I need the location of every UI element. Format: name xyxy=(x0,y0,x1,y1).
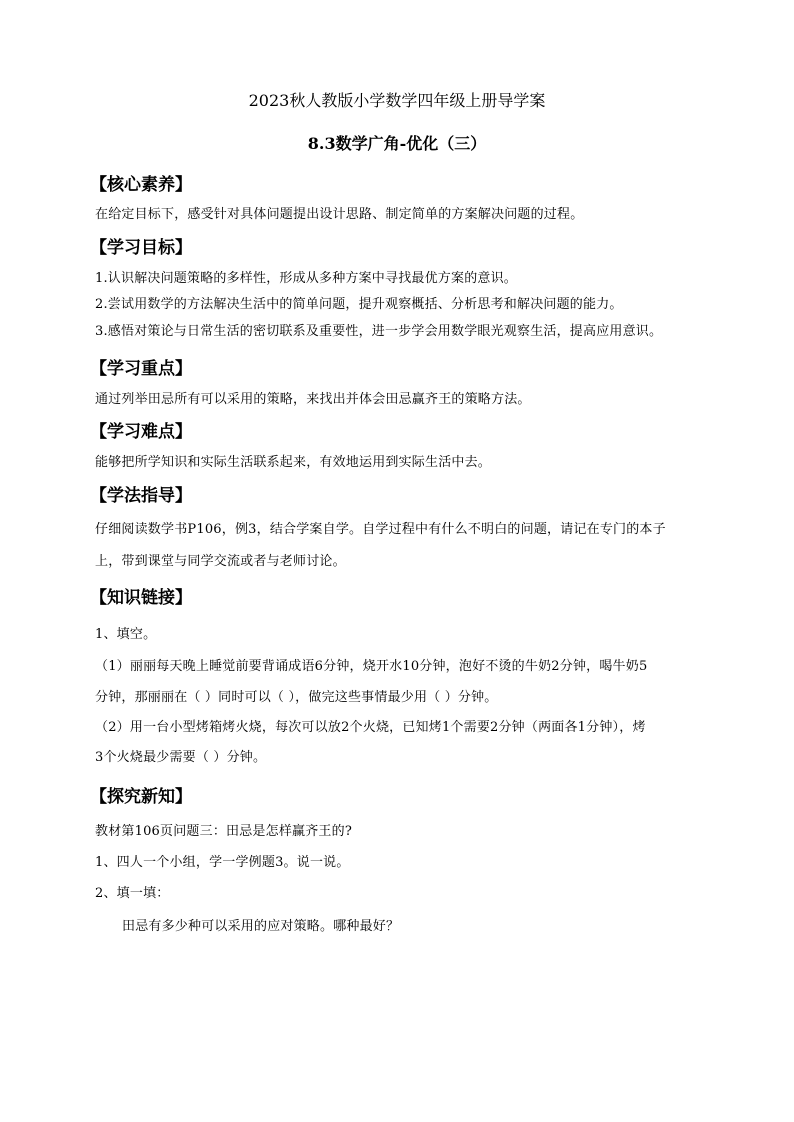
document-title: 2023秋人教版小学数学四年级上册导学案 xyxy=(248,91,546,110)
heading-explore-new: 【探究新知】 xyxy=(90,787,192,807)
difficulties-text: 能够把所学知识和实际生活联系起来，有效地运用到实际生活中去。 xyxy=(95,455,492,470)
lesson-title: 8.3数学广角-优化（三） xyxy=(307,134,487,153)
study-method-line-2: 上，带到课堂与同学交流或者与老师讨论。 xyxy=(95,554,346,569)
heading-study-method: 【学法指导】 xyxy=(90,486,192,506)
learning-goal-3: 3.感悟对策论与日常生活的密切联系及重要性，进一步学会用数学眼光观察生活，提高应用意识。 xyxy=(95,324,663,339)
key-points-text: 通过列举田忌所有可以采用的策略，来找出并体会田忌赢齐王的策略方法。 xyxy=(95,392,531,407)
knowledge-link-q2-line-1: （2）用一台小型烤箱烤火烧，每次可以放2个火烧，已知烤1个需要2分钟（两面各1分钟），烤 xyxy=(95,720,646,735)
knowledge-link-q1-line-1: （1）丽丽每天晚上睡觉前要背诵成语6分钟，烧开水10分钟，泡好不烫的牛奶2分钟，喝牛奶5 xyxy=(95,659,648,674)
study-method-line-1: 仔细阅读数学书P106，例3，结合学案自学。自学过程中有什么不明白的问题，请记在专门的本子 xyxy=(95,522,666,537)
knowledge-link-q2-line-2: 3个火烧最少需要（ ）分钟。 xyxy=(95,750,267,765)
learning-goal-2: 2.尝试用数学的方法解决生活中的简单问题，提升观察概括、分析思考和解决问题的能力。 xyxy=(95,297,623,312)
heading-learning-goals: 【学习目标】 xyxy=(90,238,192,258)
heading-knowledge-link: 【知识链接】 xyxy=(90,588,192,608)
explore-question: 教材第106页问题三：田忌是怎样赢齐王的? xyxy=(95,824,352,839)
learning-goal-1: 1.认识解决问题策略的多样性，形成从多种方案中寻找最优方案的意识。 xyxy=(95,271,518,286)
core-literacy-text: 在给定目标下，感受针对具体问题提出设计思路、制定简单的方案解决问题的过程。 xyxy=(95,207,584,222)
explore-step-1: 1、四人一个小组，学一学例题3。说一说。 xyxy=(95,855,350,870)
heading-key-points: 【学习重点】 xyxy=(90,359,192,379)
explore-step-2: 2、填一填： xyxy=(95,886,170,901)
knowledge-link-q1-line-2: 分钟，那丽丽在（ ）同时可以（ ），做完这些事情最少用（ ）分钟。 xyxy=(95,690,498,705)
explore-fill-prompt: 田忌有多少种可以采用的应对策略。哪种最好？ xyxy=(122,919,400,934)
heading-difficulties: 【学习难点】 xyxy=(90,422,192,442)
heading-core-literacy: 【核心素养】 xyxy=(90,175,192,195)
knowledge-link-item-1: 1、填空。 xyxy=(95,627,157,642)
